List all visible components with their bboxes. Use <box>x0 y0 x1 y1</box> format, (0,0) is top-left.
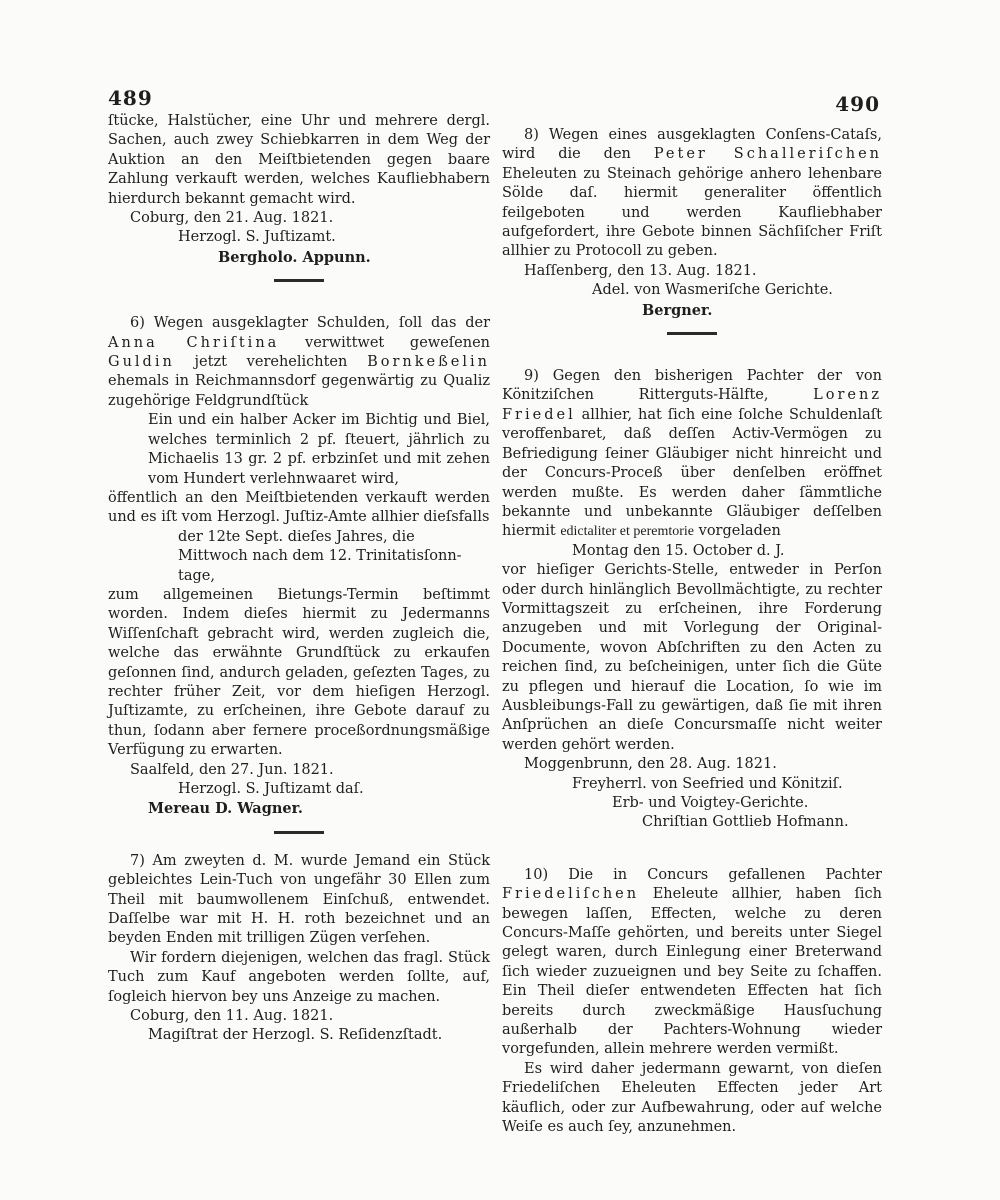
notice-6-authority: Herzogl. S. Juſtizamt daſ. <box>178 781 364 797</box>
notice-8-authority: Adel. von Wasmeriſche Gerichte. <box>592 282 833 299</box>
right-column <box>502 112 882 1138</box>
notice-6-name-guldin: Guldin <box>108 354 175 371</box>
left-column <box>108 112 490 1046</box>
notice-8-place-date: Haſſenberg, den 13. Aug. 1821. <box>524 262 757 279</box>
notice-7-place-date: Coburg, den 11. Aug. 1821. <box>130 1008 334 1025</box>
notice-continuation-text: ſtücke, Halstücher, eine Uhr und mehrere dergl. Sachen, auch zwey Schiebkarren in dem Weg der Auktion an den Meiſtbietenden gegen baare Zahlung verkauft werden, welches Kaufliebhabern hierdurch bekannt gemacht wird. <box>108 113 490 207</box>
notice-continuation-authority: Herzogl. S. Juſtizamt. <box>178 229 336 246</box>
notice-10-text: 10) Die in Concurs gefallenen Pachter Friedeliſchen Eheleute allhier, haben ſich bewegen laſſen, Effecten, welche zu deren Concurs-Maſſe gehörten, und bereits unter Siegel gelegt waren, durch Einlegung einer Breterwand ſich wieder zuzueignen und bey Seite zu ſchaffen. Ein Theil dieſer entwendeten Effecten hat ſich bereits durch zweckmäßige Hausſuchung außerhalb der Pachters-Wohnung wieder vorgefunden, allein mehrere werden vermißt. <box>502 866 882 1058</box>
notice-9-text: 9) Gegen den bisherigen Pachter der von Könitziſchen Ritterguts-Hälfte, Lorenz Friedel allhier, hat ſich eine ſolche Schuldenlaſt veroffenbaret, daß deſſen Activ-Vermögen zu Befriedigung ſeiner Gläubiger nicht hinreicht und der Concurs-Proceß über denſelben eröffnet werden mußte. Es werden daher ſämmtliche bekannte und unbekannte Gläubiger deſſelben hiermit edictaliter et peremtorie vorgeladen <box>502 368 882 540</box>
notice-8-text: 8) Wegen eines ausgeklagten Conſens-Cataſs, wird die den Peter Schalleriſchen Eheleuten zu Steinach gehörige anhero lehenbare Sölde daſ. hiermit generaliter öffentlich feilgeboten und werden Kaufliebhaber aufgefordert, ihre Gebote binnen Sächſiſcher Friſt allhier zu Protocoll zu geben. <box>502 127 882 260</box>
notice-continuation-place-date: Coburg, den 21. Aug. 1821. <box>130 210 334 227</box>
notice-9-name: Lorenz Friedel <box>502 387 882 423</box>
notice-9-authority-2: Erb- und Voigtey-Gerichte. <box>612 795 809 811</box>
notice-6-date-line-1: der 12te Sept. dieſes Jahres, die <box>178 528 415 545</box>
notice-6-date-line-3: tage, <box>178 567 215 584</box>
notice-10-name: Friedeliſchen <box>502 886 640 903</box>
notice-6-plot-description: Ein und ein halber Acker im Bichtig und Biel, welches terminlich 2 pf. ſteuert, jährlich zu Michaelis 13 gr. 2 pf. erbzinſet und mit zehen vom Hundert verlehnwaaret wird, <box>148 412 490 487</box>
notice-6-name-anna: Anna Chriſtina <box>108 334 280 351</box>
separator-rule <box>274 279 324 282</box>
notice-9-signatory: Chriſtian Gottlieb Hofmann. <box>642 814 849 831</box>
notice-9-date: Montag den 15. October d. J. <box>572 542 785 559</box>
page-number-left: 489 <box>108 86 153 110</box>
notice-6-body: zum allgemeinen Bietungs-Termin beſtimmt worden. Indem dieſes hiermit zu Jedermanns Wiſſenſchaft gebracht wird, werden zugleich die, welche das erwähnte Grundſtück zu erkaufen geſonnen ſind, andurch geladen, geſezten Tages, zu rechter früher Zeit, vor dem hieſigen Herzogl. Juſtizamte, zu erſcheinen, ihre Gebote darauf zu thun, ſodann aber fernere proceßordnungsmäßige Verfügung zu erwarten. <box>108 586 490 759</box>
notice-6-place-date: Saalfeld, den 27. Jun. 1821. <box>130 761 334 778</box>
notice-7-text-2: Wir fordern diejenigen, welchen das fragl. Stück Tuch zum Kauf angeboten werden ſollte, auf, ſogleich hiervon bey uns Anzeige zu machen. <box>108 949 490 1005</box>
separator-rule <box>667 332 717 335</box>
notice-6-intro: 6) Wegen ausgeklagter Schulden, ſoll das der Anna Chriſtina verwittwet geweſenen Guldin jetzt verehelichten Bornkeßelin ehemals in Reichmannsdorf gegenwärtig zu Qualiz zugehörige Feldgrundſtück <box>108 315 490 409</box>
notice-9-latin: edictaliter et peremtorie <box>560 524 695 540</box>
notice-6-signatories: Mereau D. Wagner. <box>148 800 303 818</box>
separator-rule <box>274 831 324 834</box>
page-number-right: 490 <box>835 92 880 116</box>
notice-9-body: vor hieſiger Gerichts-Stelle, entweder in Perſon oder durch hinlänglich Bevollmächtigte, zu rechter Vormittagszeit zu erſcheinen, ihre Forderung anzugeben und mit Vorlegung der Original-Documente, wovon Abſchriften zu den Acten zu reichen ſind, zu beſcheinigen, unter ſich die Güte zu pflegen und hierauf die Location, ſo wie im Ausbleibungs-Fall zu gewärtigen, daß ſie mit ihren Anſprüchen an dieſe Concursmaſſe nicht weiter werden gehört werden. <box>502 562 882 753</box>
notice-continuation-signatories: Bergholo. Appunn. <box>218 248 371 266</box>
notice-6-date-line-2: Mittwoch nach dem 12. Trinitatisſonn- <box>178 548 462 565</box>
notice-10-text-2: Es wird daher jedermann gewarnt, von dieſen Friedeliſchen Eheleuten Effecten jeder Art käuflich, oder zur Aufbewahrung, oder auf welche Weiſe es auch ſey, anzunehmen. <box>502 1060 882 1136</box>
notice-8-signatory: Bergner. <box>642 301 713 319</box>
notice-9-authority-1: Freyherrl. von Seefried und Könitziſ. <box>572 775 843 792</box>
notice-6-name-bornkesselin: Bornkeßelin <box>367 354 490 371</box>
notice-9-place-date: Moggenbrunn, den 28. Aug. 1821. <box>524 756 777 773</box>
notice-7-text: 7) Am zweyten d. M. wurde Jemand ein Stück gebleichtes Lein-Tuch von ungefähr 30 Ellen zum Theil mit baumwollenem Einſchuß, entwendet. Daſſelbe war mit H. H. roth bezeichnet und an beyden Enden mit trilligen Zügen verſehen. <box>108 852 490 947</box>
notice-7-authority: Magiſtrat der Herzogl. S. Reſidenzſtadt. <box>148 1027 443 1044</box>
notice-8-name: Peter Schalleriſchen <box>653 146 882 163</box>
notice-6-sale-text: öffentlich an den Meiſtbietenden verkauft werden und es iſt vom Herzogl. Juſtiz-Amte allhier dieſsfalls <box>108 489 490 526</box>
